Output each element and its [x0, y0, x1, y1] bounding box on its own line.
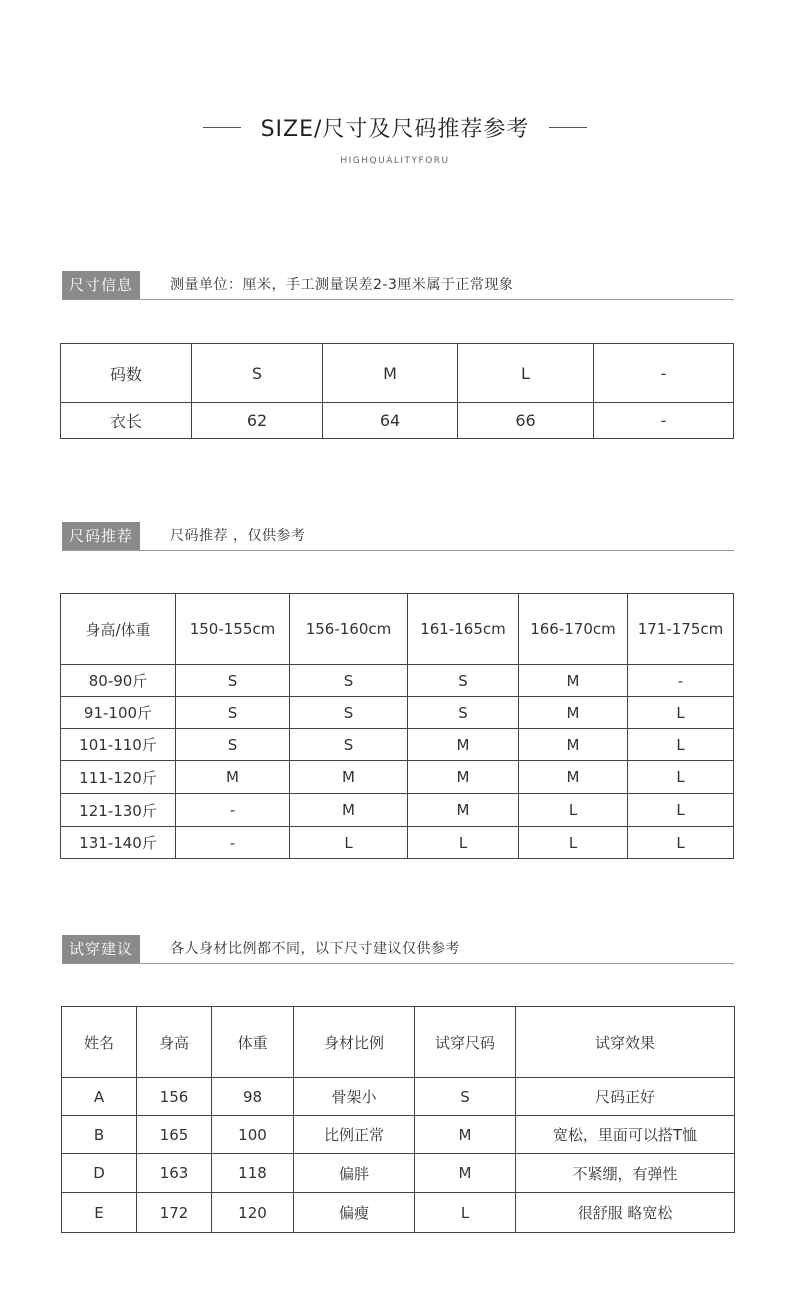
section-tag: 试穿建议	[62, 935, 140, 963]
table-row	[61, 697, 734, 729]
table-cell: 64	[323, 403, 458, 439]
table-cell: M	[408, 761, 519, 794]
table-row	[61, 827, 734, 859]
table-header-cell: M	[323, 344, 458, 403]
table-cell: M	[415, 1154, 516, 1193]
table-cell: L	[519, 827, 628, 859]
size-table	[60, 343, 734, 439]
table-cell: 156	[137, 1078, 212, 1116]
table-cell: 121-130斤	[61, 794, 176, 827]
section-description: 尺码推荐 ，仅供参考	[170, 528, 306, 544]
table-cell: A	[62, 1078, 137, 1116]
section-description: 测量单位：厘米，手工测量误差2-3厘米属于正常现象	[170, 277, 514, 293]
table-cell: 120	[212, 1193, 294, 1233]
table-cell: 偏瘦	[294, 1193, 415, 1233]
table-cell: 91-100斤	[61, 697, 176, 729]
table-header-cell: 试穿尺码	[415, 1007, 516, 1078]
table-cell: S	[408, 697, 519, 729]
table-cell: M	[519, 729, 628, 761]
table-cell: M	[519, 697, 628, 729]
table-header-cell: S	[192, 344, 323, 403]
table-cell: S	[176, 665, 290, 697]
table-cell: M	[415, 1116, 516, 1154]
table-header-cell: 166-170cm	[519, 594, 628, 665]
table-cell: B	[62, 1116, 137, 1154]
table-cell: M	[290, 794, 408, 827]
table-cell: L	[519, 794, 628, 827]
table-row	[61, 729, 734, 761]
table-cell: D	[62, 1154, 137, 1193]
table-cell: M	[408, 729, 519, 761]
table-cell: S	[176, 729, 290, 761]
table-row	[62, 1116, 735, 1154]
section-header-size-recommend	[62, 522, 734, 551]
table-row	[61, 761, 734, 794]
table-cell: S	[290, 729, 408, 761]
section-header-fitting-advice	[62, 935, 734, 964]
table-cell: M	[519, 761, 628, 794]
size-recommend-table	[60, 593, 734, 859]
page-title: SIZE/尺寸及尺码推荐参考	[260, 117, 530, 142]
table-cell: 偏胖	[294, 1154, 415, 1193]
table-cell: 131-140斤	[61, 827, 176, 859]
table-header-row	[61, 344, 734, 403]
table-cell: S	[415, 1078, 516, 1116]
table-cell: 骨架小	[294, 1078, 415, 1116]
table-cell: 111-120斤	[61, 761, 176, 794]
table-cell: 163	[137, 1154, 212, 1193]
table-cell: 66	[458, 403, 594, 439]
table-header-cell: 身材比例	[294, 1007, 415, 1078]
table-header-cell: 身高/体重	[61, 594, 176, 665]
table-header-cell: 156-160cm	[290, 594, 408, 665]
section-header-size-info	[62, 271, 734, 300]
section-tag: 尺寸信息	[62, 271, 140, 299]
table-cell: 62	[192, 403, 323, 439]
title-left-rule	[203, 127, 241, 128]
table-cell: L	[628, 697, 734, 729]
table-cell: E	[62, 1193, 137, 1233]
table-cell: L	[290, 827, 408, 859]
page-title-block	[0, 112, 790, 143]
table-cell: -	[628, 665, 734, 697]
table-cell: 衣长	[61, 403, 192, 439]
table-row	[61, 794, 734, 827]
table-cell: -	[176, 827, 290, 859]
table-row	[62, 1154, 735, 1193]
table-header-row	[62, 1007, 735, 1078]
table-cell: L	[628, 729, 734, 761]
section-tag: 尺码推荐	[62, 522, 140, 550]
table-header-cell: 码数	[61, 344, 192, 403]
fitting-advice-table	[61, 1006, 735, 1233]
table-cell: 80-90斤	[61, 665, 176, 697]
table-cell: 165	[137, 1116, 212, 1154]
table-header-cell: 171-175cm	[628, 594, 734, 665]
table-header-cell: 150-155cm	[176, 594, 290, 665]
table-cell: 172	[137, 1193, 212, 1233]
table-row	[62, 1193, 735, 1233]
table-row	[61, 403, 734, 439]
table-header-cell: 身高	[137, 1007, 212, 1078]
table-row	[61, 665, 734, 697]
table-cell: L	[415, 1193, 516, 1233]
table-header-cell: 试穿效果	[516, 1007, 735, 1078]
table-cell: 101-110斤	[61, 729, 176, 761]
table-cell: 100	[212, 1116, 294, 1154]
table-cell: L	[628, 761, 734, 794]
section-description: 各人身材比例都不同，以下尺寸建议仅供参考	[170, 941, 460, 957]
page-subtitle: HIGHQUALITYFORU	[340, 156, 450, 166]
table-cell: M	[519, 665, 628, 697]
table-cell: -	[176, 794, 290, 827]
title-right-rule	[549, 127, 587, 128]
table-header-cell: 161-165cm	[408, 594, 519, 665]
table-header-cell: L	[458, 344, 594, 403]
table-cell: L	[628, 794, 734, 827]
table-cell: -	[594, 403, 734, 439]
table-cell: S	[290, 697, 408, 729]
table-cell: S	[176, 697, 290, 729]
table-cell: S	[408, 665, 519, 697]
table-header-row	[61, 594, 734, 665]
table-cell: M	[176, 761, 290, 794]
table-row	[62, 1078, 735, 1116]
table-cell: 118	[212, 1154, 294, 1193]
table-cell: 比例正常	[294, 1116, 415, 1154]
table-cell: 尺码正好	[516, 1078, 735, 1116]
table-cell: 宽松，里面可以搭T恤	[516, 1116, 735, 1154]
table-header-cell: -	[594, 344, 734, 403]
table-cell: 很舒服 略宽松	[516, 1193, 735, 1233]
table-cell: 98	[212, 1078, 294, 1116]
table-cell: M	[408, 794, 519, 827]
table-cell: M	[290, 761, 408, 794]
table-cell: 不紧绷，有弹性	[516, 1154, 735, 1193]
table-header-cell: 体重	[212, 1007, 294, 1078]
table-cell: L	[408, 827, 519, 859]
table-cell: S	[290, 665, 408, 697]
table-header-cell: 姓名	[62, 1007, 137, 1078]
table-cell: L	[628, 827, 734, 859]
